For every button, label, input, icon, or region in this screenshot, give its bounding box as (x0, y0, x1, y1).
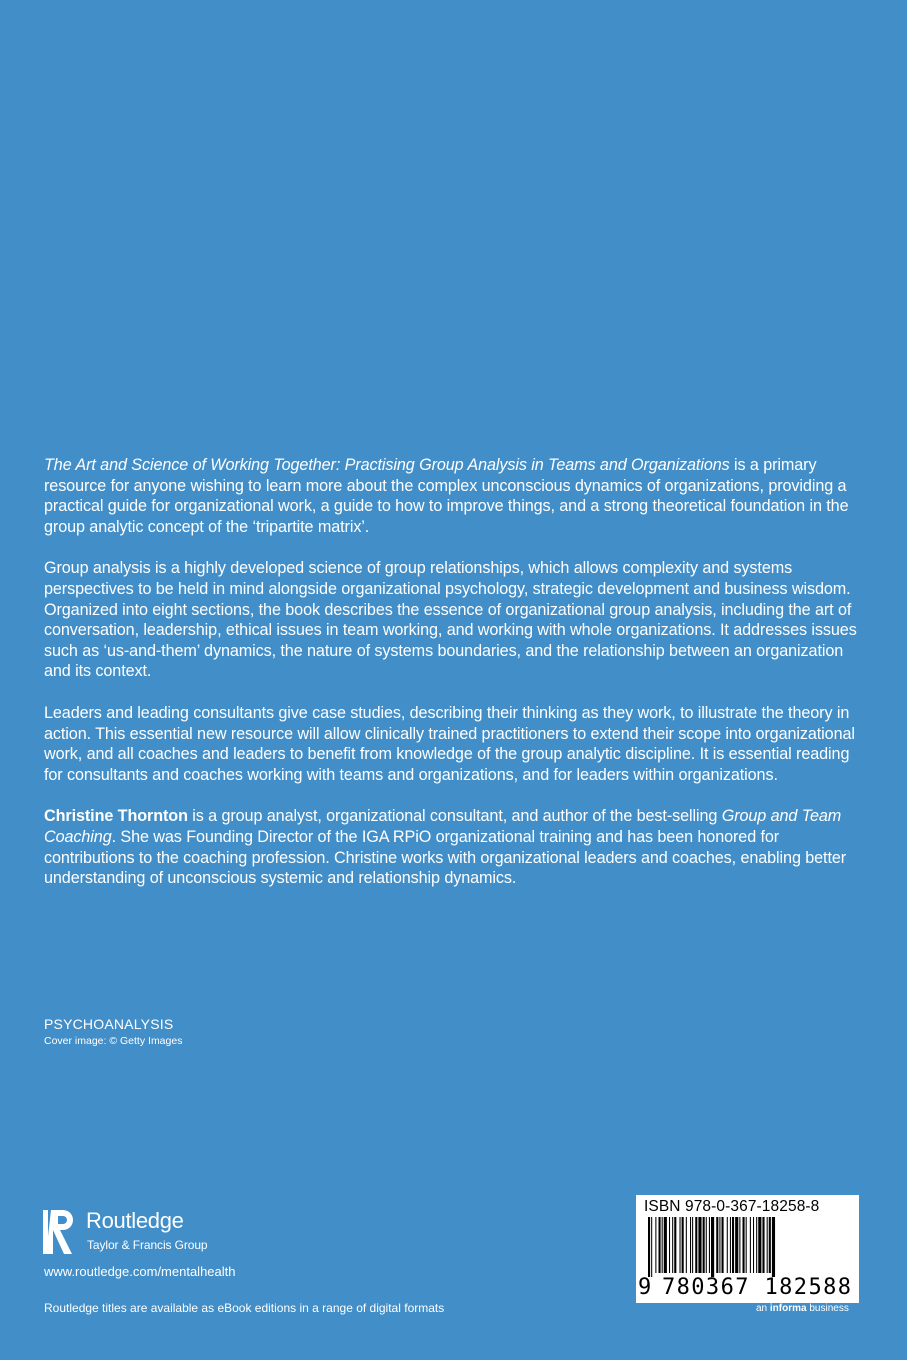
author-bio-text-2: . She was Founding Director of the IGA RPiO organizational training and has been honored for contributions to the coaching profession. Christine works with organizational leaders and coaches, enabling better understanding of unconscious systemic and relationship dynamics. (44, 827, 847, 888)
barcode-bar (692, 1217, 693, 1273)
barcode-bar (769, 1217, 771, 1273)
barcode-bar (655, 1217, 656, 1273)
barcode-bar (753, 1217, 754, 1273)
routledge-r-icon (42, 1206, 78, 1258)
barcode-bar (703, 1217, 705, 1273)
author-bio (44, 806, 866, 888)
barcode-bar (651, 1217, 652, 1277)
barcode-bar (762, 1217, 764, 1273)
back-cover-blurb (44, 455, 866, 910)
informa-prefix: an (756, 1303, 770, 1314)
subject-category: PSYCHOANALYSIS (44, 1016, 174, 1032)
blurb-paragraph-1-text: is a primary resource for anyone wishing to learn more about the complex unconscious dynamics of organizations, providing a practical guide for organizational work, a guide to how to improve things, and a strong theoretical foundation in the group analytic concept of the ‘tripartite matrix’. (44, 456, 849, 536)
barcode-bar (722, 1217, 724, 1273)
barcode-bar (686, 1217, 687, 1273)
barcode-bar (648, 1217, 650, 1277)
barcode-bar (735, 1217, 738, 1273)
barcode-bar (690, 1217, 691, 1273)
informa-brand: informa (769, 1303, 807, 1314)
barcode-bar (706, 1217, 707, 1273)
barcode-bar (680, 1217, 681, 1273)
barcode-first-digit: 9 (638, 1275, 652, 1300)
blurb-paragraph-3: Leaders and leading consultants give case studies, describing their thinking as they work, to illustrate the theory in action. This essential new resource will allow clinically trained practitioners to extend their scope into organizational work, and all coaches and leaders to benefit from knowledge of the group analytic discipline. It is essential reading for consultants and coaches working with teams and organizations, and for leaders within organizations. (44, 703, 855, 784)
barcode-bar (756, 1217, 757, 1273)
barcode-bar (732, 1217, 734, 1273)
barcode-digits: 780367 182588 (662, 1275, 853, 1300)
barcode-bar (659, 1217, 661, 1273)
book-title: The Art and Science of Working Together: Practising Group Analysis in Teams and Organizations (44, 456, 730, 474)
barcode-bar (730, 1217, 731, 1273)
barcode-bar (772, 1217, 775, 1277)
barcode-bar (674, 1217, 676, 1273)
barcode-bar (682, 1217, 684, 1273)
barcode-bar (711, 1217, 714, 1277)
isbn-barcode (636, 1195, 859, 1303)
author-book-title: Group and Team Coaching (44, 807, 842, 846)
barcode-bar (662, 1217, 663, 1273)
informa-suffix: business (806, 1303, 849, 1314)
barcode-bar (758, 1217, 761, 1273)
publisher-logo (42, 1206, 262, 1258)
publisher-website[interactable]: www.routledge.com/mentalhealth (44, 1264, 236, 1279)
barcode-bar (767, 1217, 768, 1273)
barcode-bar (716, 1217, 718, 1273)
informa-tagline (756, 1303, 849, 1314)
publisher-group: Taylor & Francis Group (87, 1238, 208, 1252)
barcode-bar (739, 1217, 740, 1273)
blurb-paragraph-2: Group analysis is a highly developed science of group relationships, which allows complexity and systems perspectives to be held in mind alongside organizational psychology, strategic development and business wisdom. Organized into eight sections, the book describes the essence of organizational group analysis, including the art of conversation, leadership, ethical issues in team working, and working with whole organizations. It addresses issues such as ‘us-and-them’ dynamics, the nature of systems boundaries, and the relationship between an organization and its context. (44, 559, 857, 681)
barcode-bar (750, 1217, 751, 1273)
barcode-bars (644, 1217, 854, 1277)
isbn-label: ISBN 978-0-367-18258-8 (644, 1198, 820, 1215)
author-name: Christine Thornton (44, 807, 188, 826)
barcode-bar (695, 1217, 697, 1273)
barcode-bar (746, 1217, 747, 1273)
publisher-name: Routledge (86, 1208, 184, 1233)
cover-credit: Cover image: © Getty Images (44, 1035, 183, 1047)
blurb-paragraph-1 (44, 455, 866, 537)
ebook-note: Routledge titles are available as eBook editions in a range of digital formats (44, 1301, 445, 1315)
barcode-bar (719, 1217, 720, 1273)
barcode-bar (698, 1217, 701, 1273)
barcode-bar (672, 1217, 673, 1273)
author-bio-text-1: is a group analyst, organizational consultant, and author of the best-selling (187, 807, 722, 826)
barcode-bar (669, 1217, 670, 1273)
barcode-bar (664, 1217, 667, 1273)
barcode-bar (709, 1217, 710, 1273)
barcode-bar (743, 1217, 745, 1273)
barcode-bar (727, 1217, 728, 1273)
